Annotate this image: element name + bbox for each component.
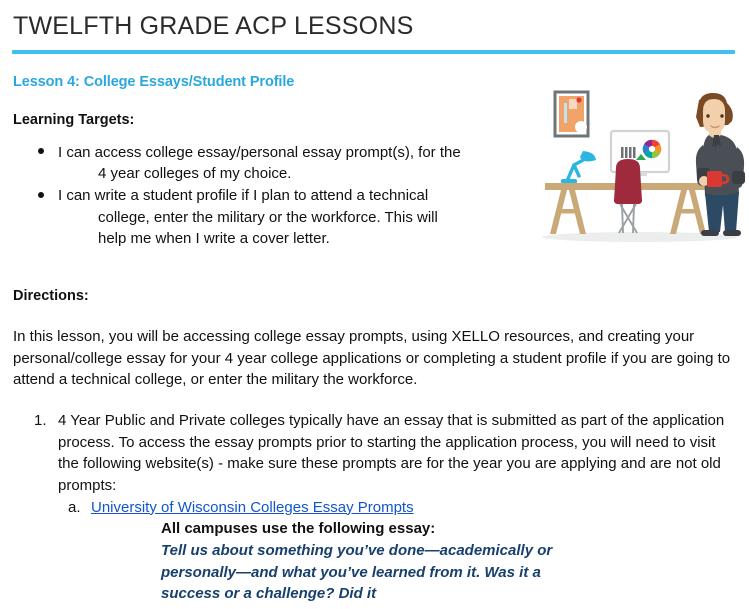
learning-targets-list [0, 128, 749, 249]
list-item [0, 410, 749, 605]
learning-target-line: 4 year colleges of my choice. [98, 165, 292, 183]
page-title: TWELFTH GRADE ACP LESSONS [13, 12, 414, 40]
steps-list [0, 390, 749, 605]
directions-heading: Directions: [13, 288, 89, 305]
substep-note-italic: Tell us about something you’ve done—academically or personally—and what you’ve learned from it. Was it a success or a challenge? Did it [161, 541, 553, 603]
substep-note-bold: All campuses use the following essay: [161, 520, 436, 538]
learning-target-line: college, enter the military or the workforce. This will [98, 208, 438, 226]
learning-target-line: I can write a student profile if I plan to attend a technical [58, 187, 429, 205]
substep-letter: a. [68, 498, 81, 516]
step-number: 1. [34, 412, 47, 430]
lesson-heading: Lesson 4: College Essays/Student Profile [13, 73, 295, 90]
learning-target-line: help me when I write a cover letter. [98, 229, 330, 247]
bullet-icon [38, 148, 44, 154]
learning-targets-heading: Learning Targets: [13, 111, 135, 128]
substeps-list [58, 497, 733, 606]
list-item [0, 142, 749, 185]
step-text: 4 Year Public and Private colleges typically have an essay that is submitted as part of the application process. To access the essay prompts prior to starting the application process, you will need to visit the following website(s) - make sure these prompts are for the year you are applying and are not old prompts: [58, 412, 725, 494]
bullet-icon [38, 192, 44, 198]
list-item [0, 185, 749, 249]
learning-target-line: I can access college essay/personal essay prompt(s), for the [58, 143, 461, 161]
uw-essay-prompts-link[interactable]: University of Wisconsin Colleges Essay Prompts [91, 498, 414, 516]
directions-paragraph: In this lesson, you will be accessing college essay prompts, using XELLO resources, and creating your personal/college essay for your 4 year college applications or completing a student profile if you are going to attend a technical college, or enter the military the workforce. [13, 328, 731, 388]
list-item [58, 497, 733, 606]
